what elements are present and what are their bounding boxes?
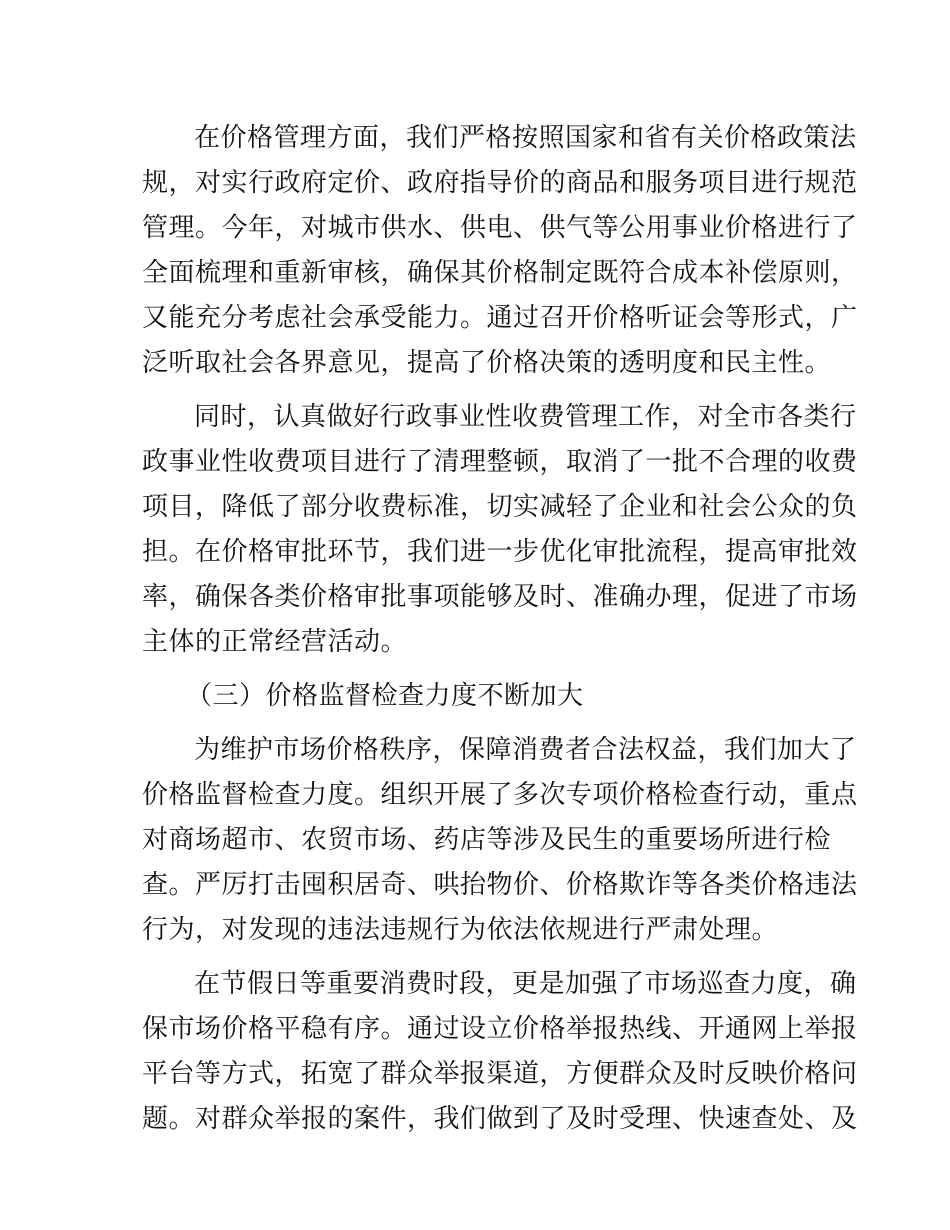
document-body <box>142 116 858 1151</box>
text-line: 行为，对发现的违法违规行为依法依规进行严肃处理。 <box>142 915 779 945</box>
text-line: 价格监督检查力度。组织开展了多次专项价格检查行动，重点 <box>142 780 858 810</box>
paragraph-market-supervision <box>142 728 858 953</box>
text-line: 在价格管理方面，我们严格按照国家和省有关价格政策法 <box>194 123 857 153</box>
text-line: 项目，降低了部分收费标准，切实减轻了企业和社会公众的负 <box>142 492 858 522</box>
paragraph-holiday-inspection <box>142 962 858 1142</box>
text-line: 又能充分考虑社会承受能力。通过召开价格听证会等形式，广 <box>142 303 858 333</box>
text-line: 政事业性收费项目进行了清理整顿，取消了一批不合理的收费 <box>142 447 858 477</box>
text-line: 在节假日等重要消费时段，更是加强了市场巡查力度，确 <box>194 969 857 999</box>
text-line: 对商场超市、农贸市场、药店等涉及民生的重要场所进行检 <box>142 825 832 855</box>
text-line: 管理。今年，对城市供水、供电、供气等公用事业价格进行了 <box>142 213 858 243</box>
paragraph-fee-management <box>142 395 858 665</box>
text-line: 泛听取社会各界意见，提高了价格决策的透明度和民主性。 <box>142 348 832 378</box>
text-line: 为维护市场价格秩序，保障消费者合法权益，我们加大了 <box>194 735 857 765</box>
section-heading: （三）价格监督检查力度不断加大 <box>186 681 584 711</box>
text-line: 同时，认真做好行政事业性收费管理工作，对全市各类行 <box>194 402 857 432</box>
text-line: 题。对群众举报的案件，我们做到了及时受理、快速查处、及 <box>142 1104 858 1134</box>
text-line: 规，对实行政府定价、政府指导价的商品和服务项目进行规范 <box>142 168 858 198</box>
text-line: 担。在价格审批环节，我们进一步优化审批流程，提高审批效 <box>142 537 858 567</box>
text-line: 全面梳理和重新审核，确保其价格制定既符合成本补偿原则， <box>142 258 858 288</box>
paragraph-price-management <box>142 116 858 386</box>
text-line: 保市场价格平稳有序。通过设立价格举报热线、开通网上举报 <box>142 1014 858 1044</box>
text-line: 主体的正常经营活动。 <box>142 627 408 657</box>
text-line: 率，确保各类价格审批事项能够及时、准确办理，促进了市场 <box>142 582 858 612</box>
text-line: 查。严厉打击囤积居奇、哄抬物价、价格欺诈等各类价格违法 <box>142 870 858 900</box>
text-line: 平台等方式，拓宽了群众举报渠道，方便群众及时反映价格问 <box>142 1059 858 1089</box>
